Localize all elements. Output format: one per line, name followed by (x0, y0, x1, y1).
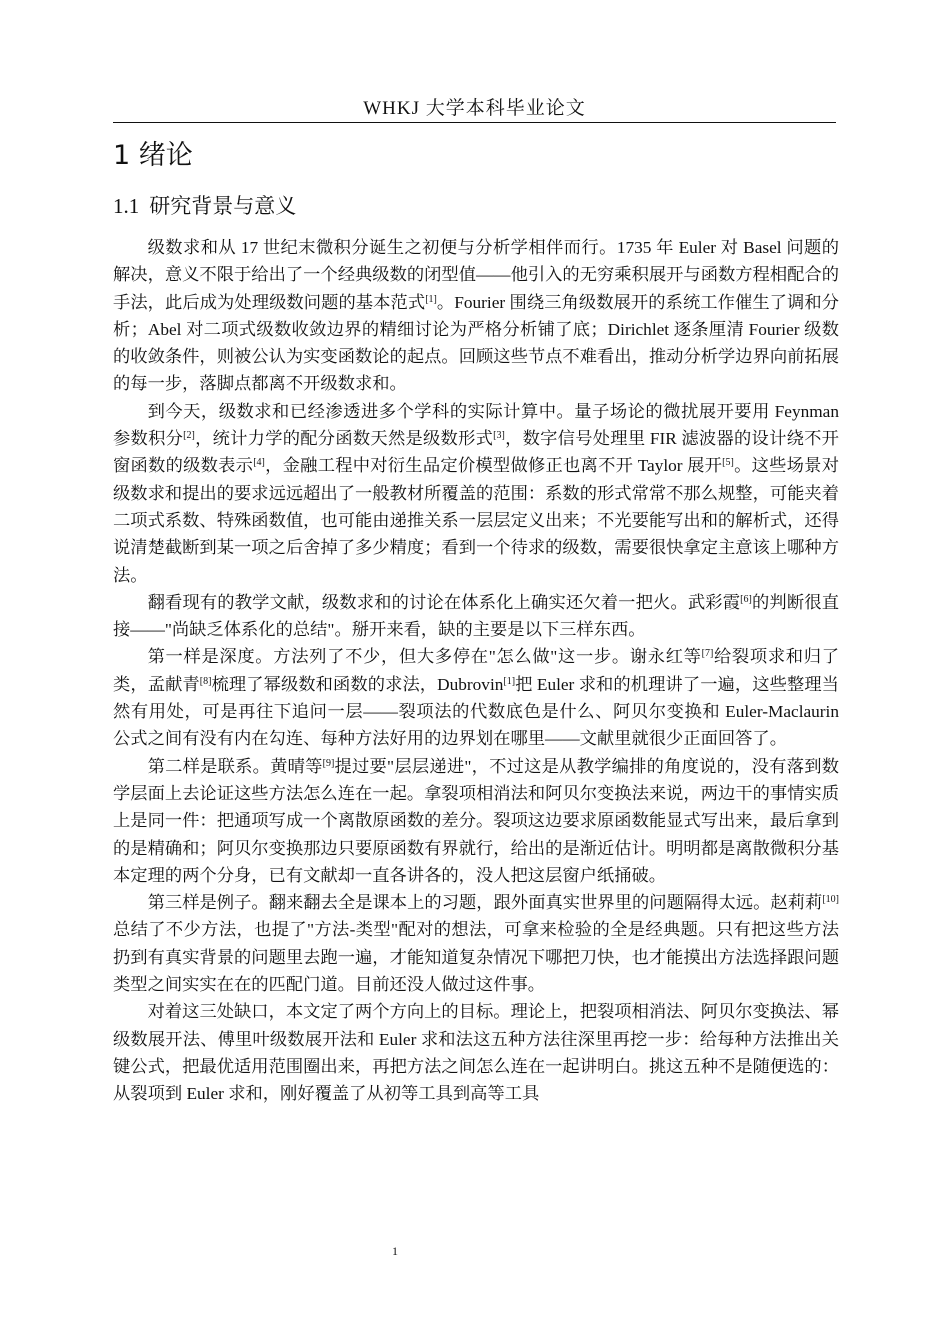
body-paragraph (113, 643, 839, 752)
citation-ref[interactable]: [9] (322, 757, 335, 769)
citation-ref[interactable]: [3] (493, 430, 505, 442)
paragraph-text: 翻看现有的教学文献，级数求和的讨论在体系化上确实还欠着一把火。武彩霞 (147, 592, 741, 612)
chapter-heading: 1 绪论 (113, 140, 193, 171)
body-paragraph (113, 889, 839, 998)
paragraph-text: 把 Euler 求和的机理讲了一遍，这些整理当然有用处，可是再往下追问一层——裂项法的代数底色是什么、阿贝尔变换和 Euler-Maclaurin 公式之间有没有内在勾连、每种方法好用的边界划在哪里——文献里就很少正面回答了。 (113, 674, 839, 749)
paragraph-text: 第二样是联系。黄晴等 (147, 756, 323, 776)
citation-ref[interactable]: [8] (199, 675, 212, 687)
citation-ref[interactable]: [2] (183, 430, 195, 442)
paragraph-text: 总结了不少方法，也提了"方法-类型"配对的想法，可拿来检验的全是经典题。只有把这些方法扔到有真实背景的问题里去跑一遍，才能知道复杂情况下哪把刀快，也才能摸出方法选择跟问题类型之间实实在在的匹配门道。目前还没人做过这件事。 (113, 920, 839, 995)
paragraph-text: 。Fourier 围绕三角级数展开的系统工作催生了调和分析；Abel 对二项式级数收敛边界的精细讨论为严格分析铺了底；Dirichlet 逐条厘清 Fourier 级数的收敛条件，则被公认为实变函数论的起点。回顾这些节点不难看出，推动分析学边界向前拓展的每一步，落脚点都离不开级数求和。 (113, 292, 839, 394)
citation-ref[interactable]: [7] (701, 648, 714, 660)
citation-ref[interactable]: [1] (425, 293, 437, 305)
paragraph-text: ，统计力学的配分函数天然是级数形式 (194, 429, 494, 449)
citation-ref[interactable]: [1] (503, 675, 516, 687)
citation-ref[interactable]: [5] (722, 457, 734, 469)
paragraph-text: 。这些场景对级数求和提出的要求远远超出了一般教材所覆盖的范围：系数的形式常常不那么规整，可能夹着二项式系数、特殊函数值，也可能由递推关系一层层定义出来；不光要能写出和的解析式，还得说清楚截断到某一项之后舍掉了多少精度；看到一个待求的级数，需要很快拿定主意该上哪种方法。 (113, 456, 839, 585)
paragraph-text: 梳理了幂级数和函数的求法，Dubrovin (211, 674, 504, 694)
section-number: 1.1 (113, 194, 140, 218)
paragraph-text: 级数求和从 17 世纪末微积分诞生之初便与分析学相伴而行。1735 年 Euler 对 Basel 问题的解决，意义不限于给出了一个经典级数的闭型值——他引入的无穷乘积展开与函数方程相配合的手法，此后成为处理级数问题的基本范式 (113, 238, 839, 312)
paragraph-text: ，数字信号处理里 FIR 滤波器的设计绕不开窗函数的级数表示 (113, 429, 839, 476)
paragraph-text: 第三样是例子。翻来翻去全是课本上的习题，跟外面真实世界里的问题隔得太远。赵莉莉 (147, 893, 823, 913)
paragraph-text: 对着这三处缺口，本文定了两个方向上的目标。理论上，把裂项相消法、阿贝尔变换法、幂级数展开法、傅里叶级数展开法和 Euler 求和法这五种方法往深里再挖一步：给每种方法推出关键公式，把最优适用范围圈出来，再把方法之间怎么连在一起讲明白。挑这五种不是随便选的：从裂项到 Euler 求和，刚好覆盖了从初等工具到高等工具 (113, 1002, 839, 1104)
body-paragraph (113, 998, 839, 1107)
paragraph-text: 提过要"层层递进"，不过这是从教学编排的角度说的，没有落到数学层面上去论证这些方法怎么连在一起。拿裂项相消法和阿贝尔变换法来说，两边干的事情实质上是同一件：把通项写成一个离散原函数的差分。裂项这边要求原函数能显式写出来，最后拿到的是精确和；阿贝尔变换那边只要原函数有界就行，给出的是渐近估计。明明都是离散微积分基本定理的两个分身，已有文献却一直各讲各的，没人把这层窗户纸捅破。 (113, 756, 839, 885)
section-heading (113, 190, 296, 222)
body-paragraph (113, 234, 839, 398)
running-header: WHKJ 大学本科毕业论文 (363, 98, 586, 119)
citation-ref[interactable]: [4] (253, 457, 265, 469)
body-paragraph (113, 398, 839, 589)
paragraph-text: 给裂项求和归了类，孟献青 (113, 647, 839, 694)
paragraph-text: 第一样是深度。方法列了不少，但大多停在"怎么做"这一步。谢永红等 (147, 647, 702, 667)
body-paragraph (113, 589, 839, 644)
paragraph-text: ，金融工程中对衍生品定价模型做修正也离不开 Taylor 展开 (264, 456, 723, 476)
body-text (113, 234, 839, 1108)
page-number: 1 (392, 1244, 398, 1258)
header-rule (113, 122, 836, 123)
section-title: 研究背景与意义 (149, 194, 297, 218)
paragraph-text: 到今天，级数求和已经渗透进多个学科的实际计算中。量子场论的微扰展开要用 Feynman 参数积分 (113, 401, 839, 449)
paragraph-text: 的判断很直接——"尚缺乏体系化的总结"。掰开来看，缺的主要是以下三样东西。 (113, 592, 839, 640)
citation-ref[interactable]: [10] (822, 894, 839, 906)
citation-ref[interactable]: [6] (740, 593, 752, 605)
body-paragraph (113, 753, 839, 889)
